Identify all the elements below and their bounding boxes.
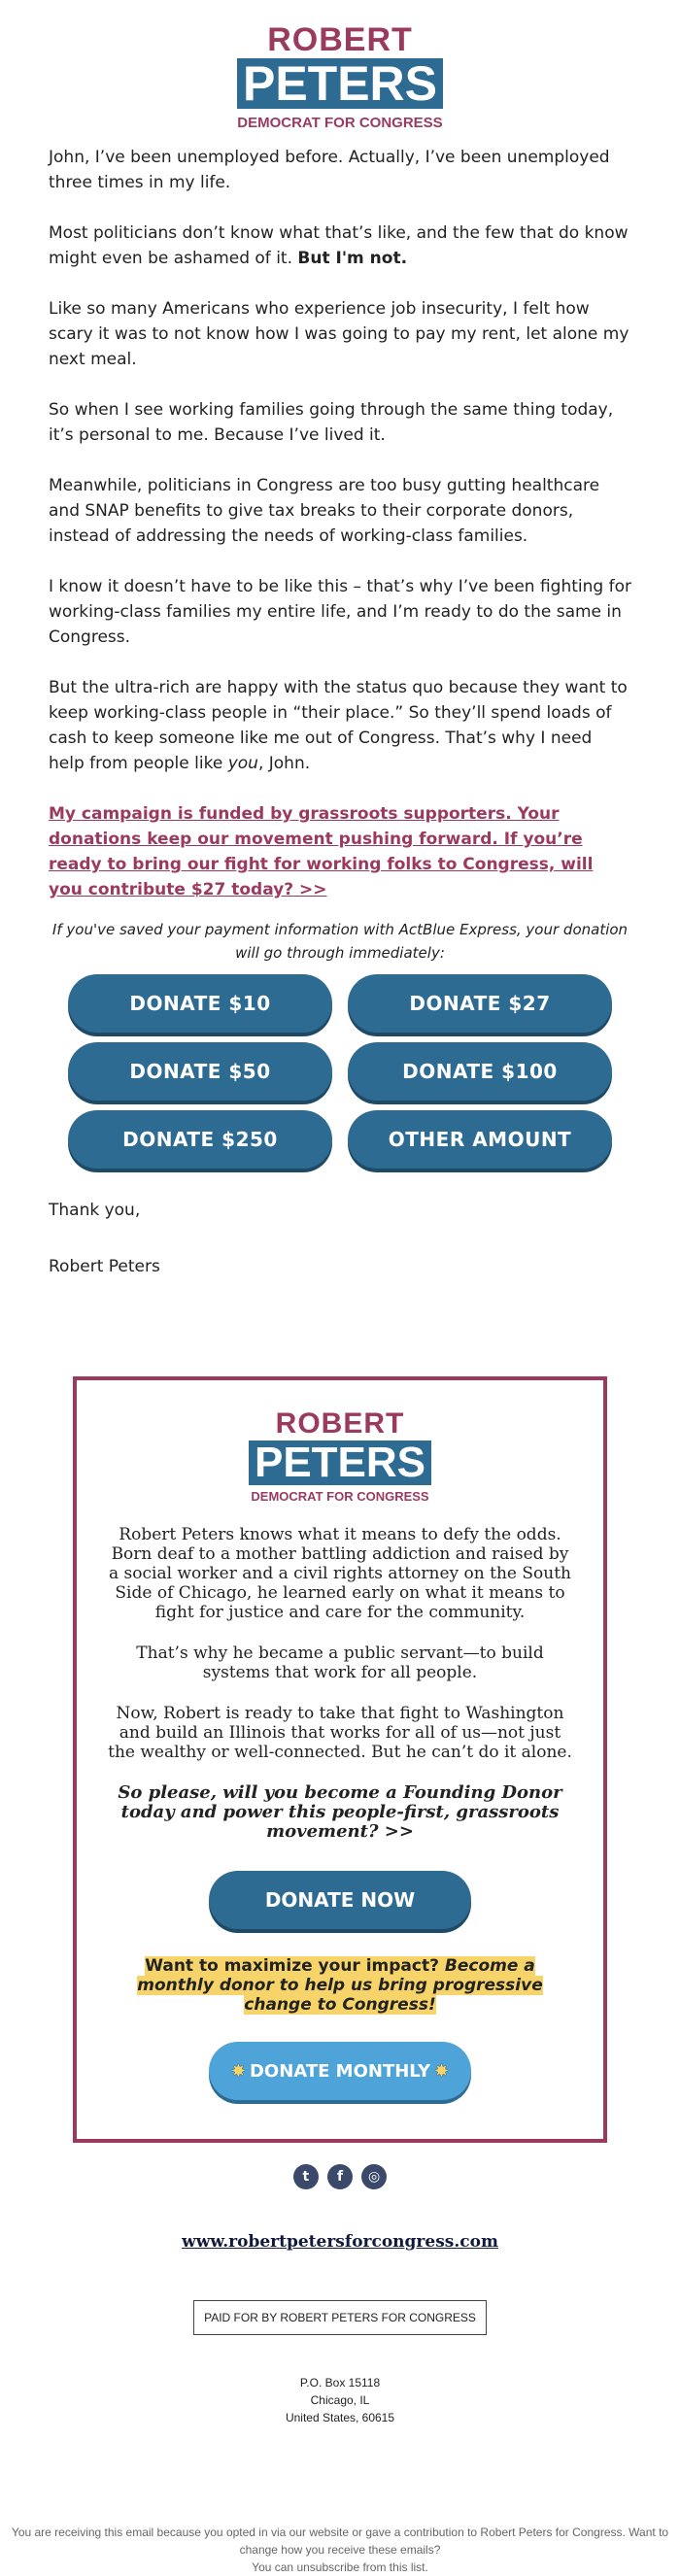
logo-first-name: ROBERT <box>267 21 413 58</box>
donate-monthly-button[interactable] <box>209 2042 471 2100</box>
mailing-address: P.O. Box 15118 Chicago, IL United States, 60615 <box>285 2376 395 2424</box>
facebook-icon[interactable]: f <box>327 2164 353 2189</box>
bio-paragraph-1: Robert Peters knows what it means to defy the odds. Born deaf to a mother battling addiction and raised by a social worker and a civil rights attorney on the South Side of Chicago, he learned early on what it means to fight for justice and care for the community. <box>109 1525 571 1622</box>
donate-100-button[interactable]: DONATE $100 <box>348 1042 612 1101</box>
letter-paragraph-5: Meanwhile, politicians in Congress are too busy gutting healthcare and SNAP benefits to give tax breaks to their corporate donors, instead of addressing the needs of working-class families. <box>49 476 600 546</box>
letter-paragraph-7: But the ultra-rich are happy with the status quo because they want to keep working-class people in “their place.” So they’ll spend loads of cash to keep someone like me out of Congress. That’s why I need help from people like you, John. <box>49 678 628 773</box>
signoff-name: Robert Peters <box>49 1257 160 1276</box>
donate-250-button[interactable]: DONATE $250 <box>68 1110 332 1169</box>
unsubscribe-link[interactable]: You can unsubscribe from this list. <box>252 2560 428 2574</box>
card-logo-last-name: PETERS <box>249 1441 431 1485</box>
donate-now-button[interactable]: DONATE NOW <box>209 1871 471 1929</box>
letter-paragraph-6: I know it doesn’t have to be like this – that’s why I’ve been fighting for working-class families my entire life, and I’m ready to do the same in Congress. <box>49 577 631 647</box>
paid-for-disclaimer: PAID FOR BY ROBERT PETERS FOR CONGRESS <box>193 2300 487 2335</box>
logo-last-name: PETERS <box>237 58 443 109</box>
founding-donor-ask[interactable]: So please, will you become a Founding Donor today and power this people-first, grassroots movement? >> <box>118 1782 562 1842</box>
letter-paragraph-1: John, I’ve been unemployed before. Actually, I’ve been unemployed three times in my life. <box>49 148 610 192</box>
contribute-link[interactable]: My campaign is funded by grassroots supporters. Your donations keep our movement pushing forward. If you’re ready to bring our fight for working folks to Congress, will you contribute $27 today? >> <box>49 804 594 899</box>
donate-50-button[interactable]: DONATE $50 <box>68 1042 332 1101</box>
bio-paragraph-2: That’s why he became a public servant—to build systems that work for all people. <box>136 1644 544 1682</box>
monthly-donor-prompt: Want to maximize your impact? Become a monthly donor to help us bring progressive change to Congress! <box>137 1956 543 2015</box>
letter-body <box>0 145 680 902</box>
card-logo <box>106 1409 574 1504</box>
card-logo-tagline: DEMOCRAT FOR CONGRESS <box>251 1489 429 1504</box>
donate-10-button[interactable]: DONATE $10 <box>68 974 332 1033</box>
bio-card <box>73 1376 607 2143</box>
twitter-icon[interactable]: t <box>293 2164 319 2189</box>
signoff <box>0 1198 680 1279</box>
footer-reason: You are receiving this email because you opted in via our website or gave a contribution to Robert Peters for Congress. Want to change how you receive these emails? <box>11 2525 669 2557</box>
website-link[interactable]: www.robertpetersforcongress.com <box>182 2232 498 2252</box>
letter-emphasis: But I'm not. <box>297 249 408 268</box>
donate-other-amount-button[interactable]: OTHER AMOUNT <box>348 1110 612 1169</box>
star-icon: ✸ <box>230 2060 246 2082</box>
bio-paragraph-3: Now, Robert is ready to take that fight to Washington and build an Illinois that works for all of us—not just the wealthy or well-connected. But he can’t do it alone. <box>108 1704 572 1762</box>
card-logo-first-name: ROBERT <box>275 1407 405 1440</box>
instagram-icon[interactable]: ◎ <box>361 2164 387 2189</box>
email-footer <box>0 2524 680 2576</box>
star-icon: ✸ <box>434 2060 450 2082</box>
donate-monthly-label: DONATE MONTHLY <box>249 2060 430 2082</box>
actblue-express-note: If you've saved your payment information with ActBlue Express, your donation will go through immediately: <box>51 921 629 962</box>
logo-tagline: DEMOCRAT FOR CONGRESS <box>237 115 443 131</box>
letter-paragraph-3: Like so many Americans who experience job insecurity, I felt how scary it was to not know how I was going to pay my rent, let alone my next meal. <box>49 299 629 369</box>
donate-27-button[interactable]: DONATE $27 <box>348 974 612 1033</box>
signoff-thanks: Thank you, <box>49 1201 141 1220</box>
social-links <box>0 2164 680 2189</box>
letter-paragraph-4: So when I see working families going through the same thing today, it’s personal to me. Because I’ve lived it. <box>49 400 614 445</box>
donate-button-grid <box>68 974 612 1169</box>
header-logo <box>0 0 680 131</box>
letter-paragraph-2: Most politicians don’t know what that’s like, and the few that do know might even be ashamed of it. But I'm not. <box>49 223 629 268</box>
